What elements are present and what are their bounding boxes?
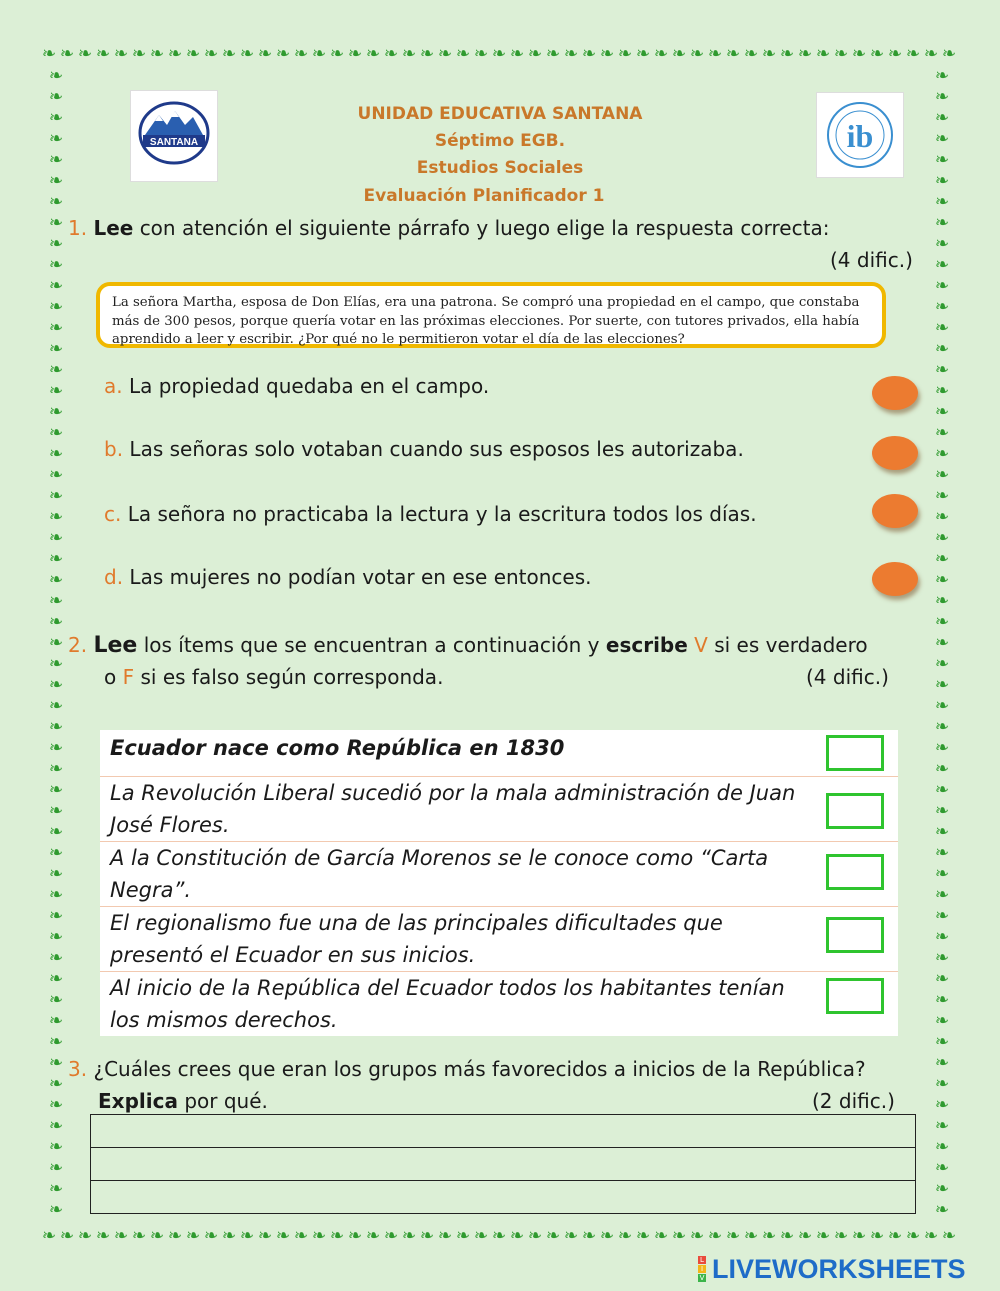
leaf-icon: ❧ <box>934 234 950 254</box>
leaf-icon: ❧ <box>473 1226 489 1246</box>
leaf-icon: ❧ <box>934 486 950 506</box>
leaf-icon: ❧ <box>934 906 950 926</box>
leaf-icon: ❧ <box>275 44 291 64</box>
question-2-points: (4 dific.) <box>806 665 889 689</box>
leaf-icon: ❧ <box>48 738 64 758</box>
leaf-icon: ❧ <box>599 1226 615 1246</box>
leaf-icon: ❧ <box>934 801 950 821</box>
leaf-icon: ❧ <box>293 1226 309 1246</box>
table-row <box>100 730 898 777</box>
leaf-icon: ❧ <box>869 1226 885 1246</box>
leaf-icon: ❧ <box>48 591 64 611</box>
statement-1: Ecuador nace como República en 1830 <box>110 736 565 760</box>
leaf-icon: ❧ <box>671 44 687 64</box>
leaf-icon: ❧ <box>48 654 64 674</box>
border-top <box>40 42 960 66</box>
leaf-icon: ❧ <box>329 1226 345 1246</box>
question-2-text1: los ítems que se encuentran a continuación y <box>143 633 600 657</box>
leaf-icon: ❧ <box>239 1226 255 1246</box>
leaf-icon: ❧ <box>887 1226 903 1246</box>
leaf-icon: ❧ <box>455 1226 471 1246</box>
leaf-icon: ❧ <box>934 990 950 1010</box>
leaf-icon: ❧ <box>48 843 64 863</box>
leaf-icon: ❧ <box>48 969 64 989</box>
leaf-icon: ❧ <box>275 1226 291 1246</box>
leaf-icon: ❧ <box>934 633 950 653</box>
leaf-icon: ❧ <box>48 990 64 1010</box>
leaf-icon: ❧ <box>131 44 147 64</box>
leaf-icon: ❧ <box>221 1226 237 1246</box>
leaf-icon: ❧ <box>131 1226 147 1246</box>
option-d-radio[interactable] <box>872 562 918 596</box>
leaf-icon: ❧ <box>617 1226 633 1246</box>
leaf-icon: ❧ <box>725 1226 741 1246</box>
leaf-icon: ❧ <box>581 44 597 64</box>
answer-box-5[interactable] <box>826 978 884 1014</box>
leaf-icon: ❧ <box>815 44 831 64</box>
leaf-icon: ❧ <box>239 44 255 64</box>
leaf-icon: ❧ <box>48 318 64 338</box>
leaf-icon: ❧ <box>934 717 950 737</box>
leaf-icon: ❧ <box>203 1226 219 1246</box>
leaf-icon: ❧ <box>221 44 237 64</box>
option-c-text: La señora no practicaba la lectura y la escritura todos los días. <box>127 502 757 526</box>
leaf-icon: ❧ <box>48 549 64 569</box>
leaf-icon: ❧ <box>743 1226 759 1246</box>
option-a-text: La propiedad quedaba en el campo. <box>128 374 490 398</box>
leaf-icon: ❧ <box>48 465 64 485</box>
leaf-icon: ❧ <box>185 1226 201 1246</box>
leaf-icon: ❧ <box>934 150 950 170</box>
question-3-points: (2 dific.) <box>812 1089 895 1113</box>
leaf-icon: ❧ <box>797 1226 813 1246</box>
leaf-icon: ❧ <box>48 1095 64 1115</box>
statement-5: Al inicio de la República del Ecuador todos los habitantes tenían los mismos derechos. <box>110 976 785 1032</box>
leaf-icon: ❧ <box>48 423 64 443</box>
leaf-icon: ❧ <box>599 44 615 64</box>
leaf-icon: ❧ <box>59 44 75 64</box>
leaf-icon: ❧ <box>527 1226 543 1246</box>
leaf-icon: ❧ <box>455 44 471 64</box>
leaf-icon: ❧ <box>48 297 64 317</box>
leaf-icon: ❧ <box>934 402 950 422</box>
option-d <box>104 565 592 589</box>
leaf-icon: ❧ <box>934 507 950 527</box>
leaf-icon: ❧ <box>815 1226 831 1246</box>
option-d-letter: d. <box>104 565 124 589</box>
leaf-icon: ❧ <box>934 276 950 296</box>
leaf-icon: ❧ <box>48 213 64 233</box>
leaf-icon: ❧ <box>934 1011 950 1031</box>
leaf-icon: ❧ <box>934 528 950 548</box>
table-row <box>100 972 898 1036</box>
leaf-icon: ❧ <box>437 44 453 64</box>
leaf-icon: ❧ <box>473 44 489 64</box>
question-2-verb2: escribe <box>605 633 688 657</box>
leaf-icon: ❧ <box>761 44 777 64</box>
leaf-icon: ❧ <box>48 696 64 716</box>
leaf-icon: ❧ <box>707 44 723 64</box>
question-3-prompt-line2 <box>98 1085 268 1117</box>
evaluation-title: Evaluación Planificador 1 <box>363 186 605 206</box>
statement-4: El regionalismo fue una de las principales dificultades que presentó el Ecuador en sus inicios. <box>110 911 723 967</box>
leaf-icon: ❧ <box>167 44 183 64</box>
leaf-icon: ❧ <box>48 780 64 800</box>
option-b-letter: b. <box>104 437 124 461</box>
leaf-icon: ❧ <box>48 150 64 170</box>
question-3-text: ¿Cuáles crees que eran los grupos más favorecidos a inicios de la República? <box>93 1057 866 1081</box>
leaf-icon: ❧ <box>48 171 64 191</box>
school-name: UNIDAD EDUCATIVA SANTANA <box>357 104 643 124</box>
leaf-icon: ❧ <box>41 1226 57 1246</box>
leaf-icon: ❧ <box>48 717 64 737</box>
leaf-icon: ❧ <box>934 843 950 863</box>
leaf-icon: ❧ <box>365 1226 381 1246</box>
leaf-icon: ❧ <box>527 44 543 64</box>
leaf-icon: ❧ <box>934 1179 950 1199</box>
leaf-icon: ❧ <box>293 44 309 64</box>
leaf-icon: ❧ <box>934 864 950 884</box>
leaf-icon: ❧ <box>48 507 64 527</box>
liveworksheets-text: LIVEWORKSHEETS <box>712 1253 966 1284</box>
leaf-icon: ❧ <box>48 444 64 464</box>
leaf-icon: ❧ <box>707 1226 723 1246</box>
leaf-icon: ❧ <box>257 1226 273 1246</box>
leaf-icon: ❧ <box>923 44 939 64</box>
answer-box-1[interactable] <box>826 735 884 771</box>
leaf-icon: ❧ <box>48 1158 64 1178</box>
leaf-icon: ❧ <box>48 66 64 86</box>
leaf-icon: ❧ <box>743 44 759 64</box>
leaf-icon: ❧ <box>689 1226 705 1246</box>
leaf-icon: ❧ <box>48 360 64 380</box>
leaf-icon: ❧ <box>833 44 849 64</box>
leaf-icon: ❧ <box>934 969 950 989</box>
question-3-verb: Explica <box>98 1089 178 1113</box>
leaf-icon: ❧ <box>934 1137 950 1157</box>
leaf-icon: ❧ <box>941 44 957 64</box>
question-3-prompt <box>68 1053 866 1085</box>
leaf-icon: ❧ <box>401 44 417 64</box>
leaf-icon: ❧ <box>934 423 950 443</box>
leaf-icon: ❧ <box>48 675 64 695</box>
leaf-icon: ❧ <box>48 108 64 128</box>
table-row <box>100 842 898 907</box>
answer-lines[interactable] <box>90 1114 916 1214</box>
border-bottom <box>40 1224 960 1248</box>
question-3-text2: por qué. <box>184 1089 268 1113</box>
answer-line-3[interactable] <box>91 1181 915 1213</box>
leaf-icon: ❧ <box>905 1226 921 1246</box>
leaf-icon: ❧ <box>48 528 64 548</box>
leaf-icon: ❧ <box>59 1226 75 1246</box>
leaf-icon: ❧ <box>934 318 950 338</box>
leaf-icon: ❧ <box>77 1226 93 1246</box>
ib-logo <box>816 92 904 178</box>
leaf-icon: ❧ <box>48 822 64 842</box>
leaf-icon: ❧ <box>923 1226 939 1246</box>
leaf-icon: ❧ <box>934 780 950 800</box>
leaf-icon: ❧ <box>635 1226 651 1246</box>
table-row <box>100 777 898 842</box>
option-c-radio[interactable] <box>872 494 918 528</box>
border-right <box>930 66 954 1224</box>
leaf-icon: ❧ <box>509 44 525 64</box>
answer-line-1[interactable] <box>91 1115 915 1148</box>
leaf-icon: ❧ <box>95 44 111 64</box>
false-letter: F <box>122 665 135 689</box>
leaf-icon: ❧ <box>934 255 950 275</box>
svg-text:SANTANA: SANTANA <box>149 137 199 148</box>
statement-2: La Revolución Liberal sucedió por la mala administración de Juan José Flores. <box>110 781 796 837</box>
leaf-icon: ❧ <box>934 108 950 128</box>
leaf-icon: ❧ <box>725 44 741 64</box>
leaf-icon: ❧ <box>934 948 950 968</box>
question-2-or: o <box>104 665 117 689</box>
leaf-icon: ❧ <box>563 1226 579 1246</box>
leaf-icon: ❧ <box>48 486 64 506</box>
leaf-icon: ❧ <box>934 570 950 590</box>
leaf-icon: ❧ <box>833 1226 849 1246</box>
leaf-icon: ❧ <box>934 360 950 380</box>
leaf-icon: ❧ <box>934 738 950 758</box>
leaf-icon: ❧ <box>581 1226 597 1246</box>
leaf-icon: ❧ <box>48 927 64 947</box>
leaf-icon: ❧ <box>383 1226 399 1246</box>
svg-text:ib: ib <box>846 118 874 154</box>
option-a <box>104 374 489 398</box>
leaf-icon: ❧ <box>347 1226 363 1246</box>
leaf-icon: ❧ <box>545 44 561 64</box>
statement-3: A la Constitución de García Morenos se le conoce como “Carta Negra”. <box>110 846 769 902</box>
leaf-icon: ❧ <box>48 1179 64 1199</box>
leaf-icon: ❧ <box>167 1226 183 1246</box>
leaf-icon: ❧ <box>934 66 950 86</box>
answer-box-4[interactable] <box>826 917 884 953</box>
option-a-letter: a. <box>104 374 123 398</box>
leaf-icon: ❧ <box>311 44 327 64</box>
leaf-icon: ❧ <box>797 44 813 64</box>
leaf-icon: ❧ <box>48 1200 64 1220</box>
question-2-verb: Lee <box>93 633 138 658</box>
leaf-icon: ❧ <box>934 696 950 716</box>
leaf-icon: ❧ <box>887 44 903 64</box>
question-1-points: (4 dific.) <box>830 248 913 272</box>
leaf-icon: ❧ <box>437 1226 453 1246</box>
leaf-icon: ❧ <box>934 129 950 149</box>
leaf-icon: ❧ <box>563 44 579 64</box>
leaf-icon: ❧ <box>934 675 950 695</box>
question-1-verb: Lee <box>93 216 134 240</box>
leaf-icon: ❧ <box>491 1226 507 1246</box>
leaf-icon: ❧ <box>761 1226 777 1246</box>
leaf-icon: ❧ <box>934 822 950 842</box>
leaf-icon: ❧ <box>48 402 64 422</box>
leaf-icon: ❧ <box>653 44 669 64</box>
leaf-icon: ❧ <box>934 297 950 317</box>
leaf-icon: ❧ <box>934 654 950 674</box>
option-a-radio[interactable] <box>872 376 918 410</box>
leaf-icon: ❧ <box>185 44 201 64</box>
leaf-icon: ❧ <box>311 1226 327 1246</box>
leaf-icon: ❧ <box>203 44 219 64</box>
leaf-icon: ❧ <box>48 1053 64 1073</box>
leaf-icon: ❧ <box>48 1011 64 1031</box>
leaf-icon: ❧ <box>48 1074 64 1094</box>
option-b-radio[interactable] <box>872 436 918 470</box>
leaf-icon: ❧ <box>48 1137 64 1157</box>
leaf-icon: ❧ <box>48 633 64 653</box>
border-left <box>44 66 68 1224</box>
leaf-icon: ❧ <box>48 612 64 632</box>
option-c-letter: c. <box>104 502 122 526</box>
leaf-icon: ❧ <box>329 44 345 64</box>
leaf-icon: ❧ <box>934 591 950 611</box>
option-c <box>104 502 757 526</box>
question-3-number: 3. <box>68 1057 88 1081</box>
leaf-icon: ❧ <box>41 44 57 64</box>
answer-box-3[interactable] <box>826 854 884 890</box>
question-2-prompt-line2 <box>104 661 443 693</box>
leaf-icon: ❧ <box>48 1116 64 1136</box>
true-false-table <box>100 730 898 1036</box>
question-1-prompt <box>68 212 829 244</box>
leaf-icon: ❧ <box>113 44 129 64</box>
leaf-icon: ❧ <box>869 44 885 64</box>
leaf-icon: ❧ <box>48 906 64 926</box>
leaf-icon: ❧ <box>934 192 950 212</box>
true-letter: V <box>694 633 708 657</box>
leaf-icon: ❧ <box>934 885 950 905</box>
leaf-icon: ❧ <box>653 1226 669 1246</box>
leaf-icon: ❧ <box>401 1226 417 1246</box>
leaf-icon: ❧ <box>934 213 950 233</box>
leaf-icon: ❧ <box>905 44 921 64</box>
table-row <box>100 907 898 972</box>
santana-logo <box>130 90 218 182</box>
leaf-icon: ❧ <box>689 44 705 64</box>
leaf-icon: ❧ <box>383 44 399 64</box>
leaf-icon: ❧ <box>419 44 435 64</box>
leaf-icon: ❧ <box>934 1074 950 1094</box>
leaf-icon: ❧ <box>934 549 950 569</box>
leaf-icon: ❧ <box>934 339 950 359</box>
leaf-icon: ❧ <box>48 885 64 905</box>
reading-paragraph: La señora Martha, esposa de Don Elías, era una patrona. Se compró una propiedad en el campo, que constaba más de 300 pesos, porque quería votar en las próximas elecciones. Por suerte, con tutores privados, ella había aprendido a leer y escribir. ¿Por qué no le permitieron votar el día de las elecciones? <box>96 282 886 348</box>
liveworksheets-cubes-icon: L I V <box>699 1256 705 1282</box>
leaf-icon: ❧ <box>48 87 64 107</box>
leaf-icon: ❧ <box>851 44 867 64</box>
leaf-icon: ❧ <box>545 1226 561 1246</box>
leaf-icon: ❧ <box>934 465 950 485</box>
leaf-icon: ❧ <box>934 444 950 464</box>
leaf-icon: ❧ <box>48 570 64 590</box>
leaf-icon: ❧ <box>48 381 64 401</box>
leaf-icon: ❧ <box>635 44 651 64</box>
question-1-number: 1. <box>68 216 88 240</box>
leaf-icon: ❧ <box>149 44 165 64</box>
leaf-icon: ❧ <box>48 276 64 296</box>
question-2-prompt <box>68 629 908 662</box>
leaf-icon: ❧ <box>941 1226 957 1246</box>
leaf-icon: ❧ <box>48 129 64 149</box>
leaf-icon: ❧ <box>149 1226 165 1246</box>
leaf-icon: ❧ <box>113 1226 129 1246</box>
answer-line-2[interactable] <box>91 1148 915 1181</box>
option-b-text: Las señoras solo votaban cuando sus esposos les autorizaba. <box>129 437 744 461</box>
leaf-icon: ❧ <box>934 381 950 401</box>
leaf-icon: ❧ <box>934 87 950 107</box>
leaf-icon: ❧ <box>934 612 950 632</box>
leaf-icon: ❧ <box>48 1032 64 1052</box>
leaf-icon: ❧ <box>491 44 507 64</box>
leaf-icon: ❧ <box>347 44 363 64</box>
leaf-icon: ❧ <box>257 44 273 64</box>
option-d-text: Las mujeres no podían votar en ese entonces. <box>129 565 592 589</box>
leaf-icon: ❧ <box>48 801 64 821</box>
leaf-icon: ❧ <box>851 1226 867 1246</box>
leaf-icon: ❧ <box>934 759 950 779</box>
leaf-icon: ❧ <box>48 234 64 254</box>
leaf-icon: ❧ <box>934 1200 950 1220</box>
leaf-icon: ❧ <box>95 1226 111 1246</box>
subject-label: Estudios Sociales <box>416 158 584 178</box>
leaf-icon: ❧ <box>48 339 64 359</box>
leaf-icon: ❧ <box>934 1116 950 1136</box>
leaf-icon: ❧ <box>419 1226 435 1246</box>
leaf-icon: ❧ <box>934 1053 950 1073</box>
leaf-icon: ❧ <box>934 927 950 947</box>
question-1-text: con atención el siguiente párrafo y luego elige la respuesta correcta: <box>139 216 830 240</box>
option-b <box>104 437 744 461</box>
leaf-icon: ❧ <box>509 1226 525 1246</box>
question-2-text2: si es verdadero <box>714 633 868 657</box>
leaf-icon: ❧ <box>671 1226 687 1246</box>
leaf-icon: ❧ <box>779 1226 795 1246</box>
answer-box-2[interactable] <box>826 793 884 829</box>
grade-label: Séptimo EGB. <box>434 131 566 151</box>
leaf-icon: ❧ <box>779 44 795 64</box>
leaf-icon: ❧ <box>934 1032 950 1052</box>
liveworksheets-watermark <box>698 1254 966 1284</box>
leaf-icon: ❧ <box>934 171 950 191</box>
leaf-icon: ❧ <box>48 948 64 968</box>
leaf-icon: ❧ <box>934 1095 950 1115</box>
leaf-icon: ❧ <box>77 44 93 64</box>
leaf-icon: ❧ <box>48 192 64 212</box>
leaf-icon: ❧ <box>934 1158 950 1178</box>
leaf-icon: ❧ <box>48 255 64 275</box>
leaf-icon: ❧ <box>365 44 381 64</box>
question-2-text3: si es falso según corresponda. <box>140 665 444 689</box>
question-2-number: 2. <box>68 633 88 657</box>
leaf-icon: ❧ <box>48 864 64 884</box>
leaf-icon: ❧ <box>48 759 64 779</box>
leaf-icon: ❧ <box>617 44 633 64</box>
